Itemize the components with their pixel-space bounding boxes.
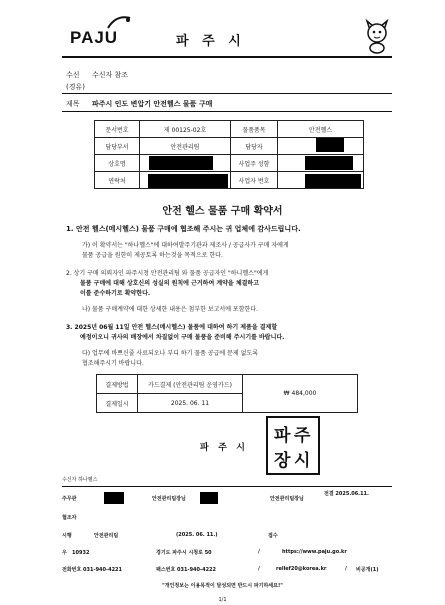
para-3-a: 3. 2025년 06월 11일 안전 헬스(메시헬스) 물품에 대하여 하기 제품을 결제할 (66, 324, 278, 331)
zip-code: 우 10932 (62, 550, 90, 556)
page-number: 1/1 (218, 597, 227, 603)
privacy-note: "개인정보는 이용목적이 달성되면 반드시 파기하세요!" (162, 583, 283, 589)
payment-amount: ₩ 484,000 (243, 375, 358, 413)
payment-table (96, 374, 358, 413)
subject-bottom-rule (62, 111, 392, 112)
team-leader-label: 안전관리팀장님 (152, 496, 186, 502)
city-name-header: 파 주 시 (176, 34, 241, 49)
fax-slash: / (258, 566, 260, 572)
email-link[interactable]: rellef20@korea.kr (276, 566, 327, 572)
para-1-sub-b: 물품 공급을 원한히 제공토록 하는것을 목적으로 한다. (82, 252, 223, 259)
bizno-label: 사업자 번호 (231, 172, 278, 189)
dept-label: 담당부서 (95, 138, 140, 155)
redaction-bizno (305, 174, 361, 188)
payment-date-value: 2025. 06. 11 (138, 394, 243, 413)
recipient-value: 수신자 참조 (92, 71, 129, 79)
contact-label: 연락처 (95, 172, 140, 189)
email-slash: / (345, 566, 347, 572)
fax-number: 팩스번호 031-940-4222 (156, 567, 217, 573)
approval-stamp: 전결 2025.06.11. (324, 491, 369, 497)
via-label: (경유) (66, 83, 85, 91)
cooperator-label: 협조자 (62, 515, 77, 521)
paju-logo: PAJU (70, 28, 119, 47)
subject-label: 제목 (66, 100, 80, 108)
document-title: 안전 헬스 물품 구매 확약서 (162, 206, 283, 217)
para-2-sub: 나) 물품 구매계약에 대한 상세한 내용은 첨부한 보고서에 포함한다. (82, 306, 258, 313)
item-value: 안전헬스 (278, 121, 364, 138)
redaction-team-leader (200, 492, 218, 504)
para-1: 1. 안전 헬스(메시헬스) 물품 구매에 협조해 주시는 귀 업체에 감사드립니다. (66, 225, 301, 233)
public-status: 비공개(1) (356, 567, 379, 573)
subject-value: 파주시 인도 변압기 안전헬스 물품 구매 (92, 100, 213, 108)
ceo-label: 사업주 성함 (231, 155, 278, 172)
safety-leader-label: 안전관리팀장님 (270, 496, 304, 502)
homepage-link[interactable]: https://www.paju.go.kr (282, 549, 347, 555)
para-3-sub-b: 협조해주시기 바랍니다. (82, 360, 144, 367)
payment-method-label: 결제방법 (97, 375, 138, 394)
para-3-sub-a: 다) 업무에 바쁘신줄 사료되오나 부디 하기 물품 공급에 문제 없도록 (82, 350, 258, 357)
payment-method-value: 카드결제 (안전관리팀 운영카드) (138, 375, 243, 394)
official-seal: 파 주 장 시 (266, 416, 320, 475)
para-1-sub-a: 가) 이 확약서는 "하나헬스"에 대하여발주기관과 제조사 / 공급사가 구매 자에게 (82, 242, 289, 249)
mascot-icon (363, 18, 391, 54)
header-rule (62, 56, 392, 58)
redaction-manager (316, 138, 344, 152)
para-2-a: 2. 상기 구매 의뢰자인 파주시청 안전관리팀 와 물품 공급자인 "하니헬스"에게 (66, 270, 269, 277)
footer-rule (62, 486, 392, 487)
redaction-contact (148, 174, 228, 188)
para-3-b: 예정이오니 귀사의 배장에서 차질없이 구매 물품을 준비해 주시기를 바랍니다. (80, 334, 285, 341)
signature-city: 파 주 시 (200, 443, 245, 453)
redaction-official (104, 492, 124, 504)
logo-swoosh-icon (106, 14, 132, 32)
payment-date-label: 결제일시 (97, 394, 138, 413)
exec-label: 시행 (62, 533, 72, 539)
address: 경기도 파주시 시청로 50 (156, 550, 212, 556)
cc-line: 수신자 하나헬스 (62, 477, 98, 483)
redaction-company (149, 156, 213, 170)
receipt-label: 접수 (268, 533, 278, 539)
dept-value: 안전관리팀 (140, 138, 231, 155)
exec-date: (2025. 06. 11.) (176, 532, 218, 538)
subject-divider (62, 93, 392, 94)
address-slash: / (258, 549, 260, 555)
manager-label: 담당자 (231, 138, 278, 155)
company-label: 상호명 (95, 155, 140, 172)
para-2-c: 이를 준수하기로 확약한다. (80, 290, 151, 297)
exec-dept: 안전관리팀 (94, 533, 119, 539)
phone-number: 전화번호 031-940-4221 (62, 567, 123, 573)
para-2-b: 물품 구매에 대해 상호신의 성실의 원칙에 근거하여 계약을 체결하고 (80, 280, 259, 287)
doc-no-label: 문서번호 (95, 121, 140, 138)
item-label: 물품품목 (231, 121, 278, 138)
redaction-ceo (305, 156, 353, 170)
recipient-label: 수신 (66, 71, 80, 79)
official-label: 주무관 (62, 496, 77, 502)
doc-no-value: 제 00125-02호 (140, 121, 231, 138)
